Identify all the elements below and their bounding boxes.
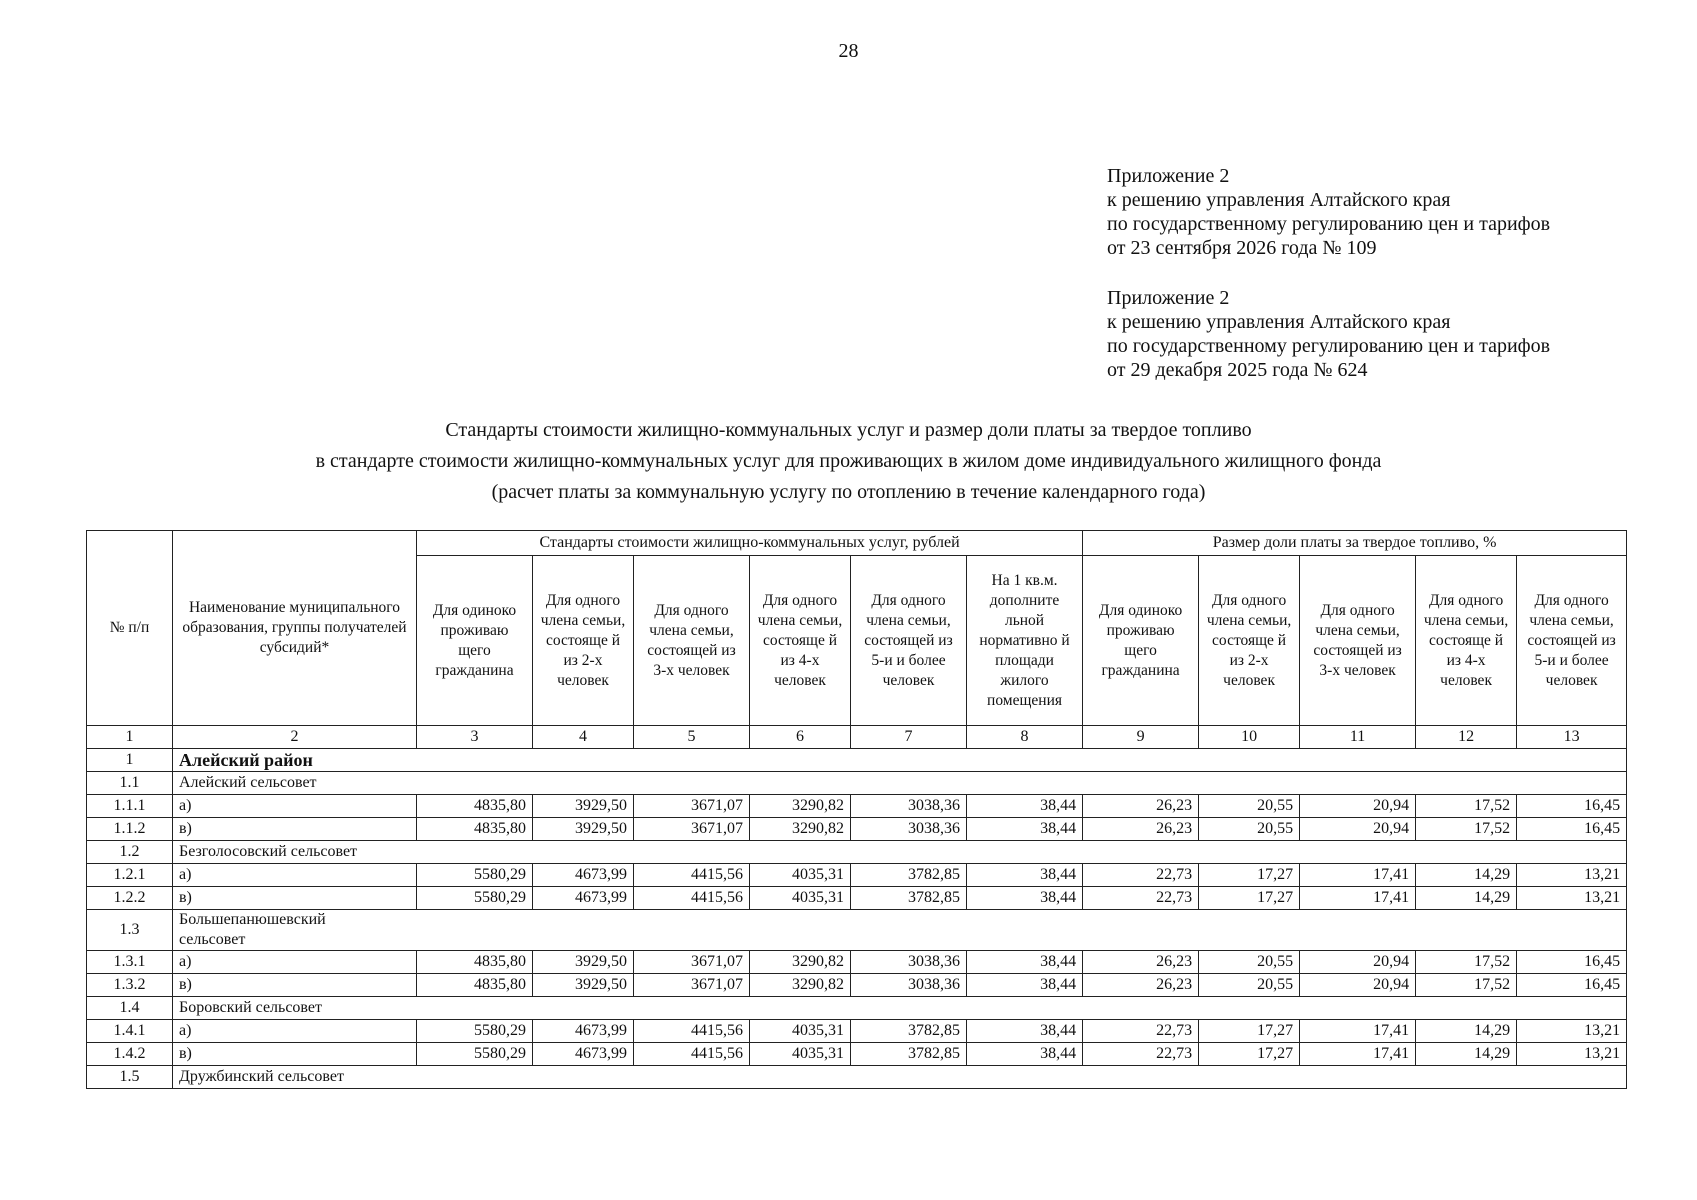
table-cell: 3290,82 bbox=[750, 951, 851, 974]
table-cell: 3929,50 bbox=[533, 951, 634, 974]
table-cell: 13,21 bbox=[1517, 1020, 1627, 1043]
group-name: а) bbox=[173, 1020, 417, 1043]
table-cell: 14,29 bbox=[1416, 1043, 1517, 1066]
table-cell: 4035,31 bbox=[750, 887, 851, 910]
table-cell: 4835,80 bbox=[417, 974, 533, 997]
table-cell: 3038,36 bbox=[851, 951, 967, 974]
appendix-previous-header bbox=[1107, 286, 1667, 382]
table-cell: 14,29 bbox=[1416, 864, 1517, 887]
header-num: № п/п bbox=[87, 531, 173, 726]
title-line: (расчет платы за коммунальную услугу по отоплению в течение календарного года) bbox=[491, 481, 1206, 503]
table-cell: 3290,82 bbox=[750, 795, 851, 818]
table-cell: 3671,07 bbox=[634, 951, 750, 974]
table-cell: 3038,36 bbox=[851, 974, 967, 997]
header-std-single: Для одиноко проживаю щего гражданина bbox=[417, 556, 533, 726]
column-number: 13 bbox=[1517, 726, 1627, 749]
table-cell: 17,41 bbox=[1300, 1020, 1416, 1043]
row-code: 1.1 bbox=[87, 772, 173, 795]
table-cell: 16,45 bbox=[1517, 951, 1627, 974]
group-name: а) bbox=[173, 951, 417, 974]
table-cell: 13,21 bbox=[1517, 1043, 1627, 1066]
table-row bbox=[87, 887, 1627, 910]
title-line: Стандарты стоимости жилищно-коммунальных услуг и размер доли платы за твердое топливо bbox=[445, 419, 1252, 441]
appendix-line: по государственному регулированию цен и тарифов bbox=[1107, 335, 1551, 357]
table-cell: 26,23 bbox=[1083, 818, 1199, 841]
group-name: в) bbox=[173, 818, 417, 841]
table-cell: 17,52 bbox=[1416, 974, 1517, 997]
table-cell: 17,41 bbox=[1300, 1043, 1416, 1066]
table-row bbox=[87, 974, 1627, 997]
row-code: 1.3.2 bbox=[87, 974, 173, 997]
row-code: 1.2.2 bbox=[87, 887, 173, 910]
column-number: 2 bbox=[173, 726, 417, 749]
row-code: 1.3.1 bbox=[87, 951, 173, 974]
row-code: 1.1.2 bbox=[87, 818, 173, 841]
table-cell: 38,44 bbox=[967, 864, 1083, 887]
table-cell: 14,29 bbox=[1416, 887, 1517, 910]
table-cell: 17,27 bbox=[1199, 887, 1300, 910]
appendix-date: от 23 сентября 2026 года № 109 bbox=[1107, 237, 1377, 259]
header-fuel-family-3: Для одного члена семьи, состоящей из 3-х человек bbox=[1300, 556, 1416, 726]
table-cell: 4415,56 bbox=[634, 887, 750, 910]
table-row bbox=[87, 795, 1627, 818]
table-cell: 17,52 bbox=[1416, 951, 1517, 974]
header-fuel-family-4: Для одного члена семьи, состояще й из 4-х человек bbox=[1416, 556, 1517, 726]
row-code: 1.4 bbox=[87, 997, 173, 1020]
row-code: 1.2.1 bbox=[87, 864, 173, 887]
appendix-title: Приложение 2 bbox=[1107, 287, 1230, 309]
settlement-name: Безголосовский сельсовет bbox=[173, 841, 1627, 864]
table-cell: 4835,80 bbox=[417, 818, 533, 841]
header-std-family-2: Для одного члена семьи, состояще й из 2-х человек bbox=[533, 556, 634, 726]
table-cell: 4835,80 bbox=[417, 951, 533, 974]
table-cell: 38,44 bbox=[967, 1043, 1083, 1066]
table-cell: 16,45 bbox=[1517, 818, 1627, 841]
row-code: 1.4.2 bbox=[87, 1043, 173, 1066]
table-cell: 20,55 bbox=[1199, 818, 1300, 841]
table-cell: 38,44 bbox=[967, 1020, 1083, 1043]
settlement-name: Большепанюшевский сельсовет bbox=[173, 910, 1627, 951]
table-cell: 4035,31 bbox=[750, 1020, 851, 1043]
section-row bbox=[87, 841, 1627, 864]
table-cell: 4673,99 bbox=[533, 1020, 634, 1043]
column-number-row bbox=[87, 726, 1627, 749]
row-code: 1.5 bbox=[87, 1066, 173, 1089]
table-cell: 16,45 bbox=[1517, 974, 1627, 997]
header-std-per-sqm: На 1 кв.м. дополните льной нормативно й площади жилого помещения bbox=[967, 556, 1083, 726]
table-cell: 3782,85 bbox=[851, 864, 967, 887]
document-title bbox=[0, 415, 1697, 508]
group-name: в) bbox=[173, 1043, 417, 1066]
column-number: 5 bbox=[634, 726, 750, 749]
table-cell: 3038,36 bbox=[851, 795, 967, 818]
table-cell: 38,44 bbox=[967, 887, 1083, 910]
table-body bbox=[87, 749, 1627, 1089]
table-cell: 17,52 bbox=[1416, 795, 1517, 818]
header-group-fuel: Размер доли платы за твердое топливо, % bbox=[1083, 531, 1627, 556]
table-cell: 38,44 bbox=[967, 795, 1083, 818]
table-cell: 20,55 bbox=[1199, 795, 1300, 818]
table-cell: 22,73 bbox=[1083, 864, 1199, 887]
table-row bbox=[87, 1043, 1627, 1066]
table-cell: 3929,50 bbox=[533, 974, 634, 997]
table-cell: 3782,85 bbox=[851, 1020, 967, 1043]
table-cell: 4035,31 bbox=[750, 1043, 851, 1066]
header-group-standards: Стандарты стоимости жилищно-коммунальных услуг, рублей bbox=[417, 531, 1083, 556]
table-cell: 26,23 bbox=[1083, 951, 1199, 974]
table-cell: 4415,56 bbox=[634, 1020, 750, 1043]
table-cell: 20,94 bbox=[1300, 818, 1416, 841]
header-std-family-5: Для одного члена семьи, состоящей из 5-и и более человек bbox=[851, 556, 967, 726]
column-number: 8 bbox=[967, 726, 1083, 749]
appendix-line: к решению управления Алтайского края bbox=[1107, 311, 1451, 333]
table-cell: 3929,50 bbox=[533, 795, 634, 818]
table-cell: 17,27 bbox=[1199, 864, 1300, 887]
column-number: 4 bbox=[533, 726, 634, 749]
table-cell: 3038,36 bbox=[851, 818, 967, 841]
header-fuel-family-5: Для одного члена семьи, состоящей из 5-и и более человек bbox=[1517, 556, 1627, 726]
header-name: Наименование муниципального образования, группы получателей субсидий* bbox=[173, 531, 417, 726]
table-cell: 38,44 bbox=[967, 974, 1083, 997]
header-fuel-single: Для одиноко проживаю щего гражданина bbox=[1083, 556, 1199, 726]
table-cell: 17,27 bbox=[1199, 1043, 1300, 1066]
table-cell: 3782,85 bbox=[851, 1043, 967, 1066]
appendix-date: от 29 декабря 2025 года № 624 bbox=[1107, 359, 1368, 381]
table-row bbox=[87, 951, 1627, 974]
column-number: 3 bbox=[417, 726, 533, 749]
appendix-current-header bbox=[1107, 164, 1667, 260]
table-cell: 4035,31 bbox=[750, 864, 851, 887]
table-cell: 3671,07 bbox=[634, 818, 750, 841]
table-cell: 17,41 bbox=[1300, 887, 1416, 910]
table-header bbox=[87, 531, 1627, 749]
appendix-line: к решению управления Алтайского края bbox=[1107, 189, 1451, 211]
row-code: 1.1.1 bbox=[87, 795, 173, 818]
appendix-line: по государственному регулированию цен и тарифов bbox=[1107, 213, 1551, 235]
table-cell: 20,94 bbox=[1300, 951, 1416, 974]
table-cell: 4835,80 bbox=[417, 795, 533, 818]
table-cell: 4673,99 bbox=[533, 1043, 634, 1066]
table-cell: 4673,99 bbox=[533, 864, 634, 887]
section-row bbox=[87, 1066, 1627, 1089]
header-fuel-family-2: Для одного члена семьи, состояще й из 2-х человек bbox=[1199, 556, 1300, 726]
settlement-name: Боровский сельсовет bbox=[173, 997, 1627, 1020]
column-number: 9 bbox=[1083, 726, 1199, 749]
column-number: 12 bbox=[1416, 726, 1517, 749]
table-cell: 22,73 bbox=[1083, 887, 1199, 910]
table-row bbox=[87, 864, 1627, 887]
table-row bbox=[87, 1020, 1627, 1043]
table-row bbox=[87, 818, 1627, 841]
table-cell: 20,94 bbox=[1300, 795, 1416, 818]
table-cell: 5580,29 bbox=[417, 887, 533, 910]
row-code: 1.4.1 bbox=[87, 1020, 173, 1043]
district-row bbox=[87, 749, 1627, 772]
table-cell: 20,55 bbox=[1199, 974, 1300, 997]
group-name: а) bbox=[173, 864, 417, 887]
tariff-table bbox=[86, 530, 1627, 1089]
table-cell: 3782,85 bbox=[851, 887, 967, 910]
table-cell: 3671,07 bbox=[634, 795, 750, 818]
row-code: 1 bbox=[87, 749, 173, 772]
settlement-name: Дружбинский сельсовет bbox=[173, 1066, 1627, 1089]
table-cell: 3290,82 bbox=[750, 974, 851, 997]
title-line: в стандарте стоимости жилищно-коммунальных услуг для проживающих в жилом доме индивидуального жилищного фонда bbox=[315, 450, 1382, 472]
row-code: 1.2 bbox=[87, 841, 173, 864]
table-cell: 14,29 bbox=[1416, 1020, 1517, 1043]
table-cell: 13,21 bbox=[1517, 887, 1627, 910]
table-cell: 17,41 bbox=[1300, 864, 1416, 887]
column-number: 7 bbox=[851, 726, 967, 749]
header-std-family-3: Для одного члена семьи, состоящей из 3-х человек bbox=[634, 556, 750, 726]
table-cell: 22,73 bbox=[1083, 1043, 1199, 1066]
table-cell: 5580,29 bbox=[417, 1043, 533, 1066]
district-name: Алейский район bbox=[173, 749, 1627, 772]
page-number: 28 bbox=[838, 40, 859, 62]
table-cell: 4673,99 bbox=[533, 887, 634, 910]
table-cell: 26,23 bbox=[1083, 974, 1199, 997]
header-std-family-4: Для одного члена семьи, состояще й из 4-х человек bbox=[750, 556, 851, 726]
column-number: 11 bbox=[1300, 726, 1416, 749]
table-cell: 4415,56 bbox=[634, 864, 750, 887]
settlement-name: Алейский сельсовет bbox=[173, 772, 1627, 795]
table-cell: 3671,07 bbox=[634, 974, 750, 997]
column-number: 1 bbox=[87, 726, 173, 749]
group-name: в) bbox=[173, 887, 417, 910]
table-cell: 38,44 bbox=[967, 818, 1083, 841]
table-cell: 20,94 bbox=[1300, 974, 1416, 997]
group-name: в) bbox=[173, 974, 417, 997]
table-cell: 20,55 bbox=[1199, 951, 1300, 974]
appendix-title: Приложение 2 bbox=[1107, 165, 1230, 187]
column-number: 10 bbox=[1199, 726, 1300, 749]
table-cell: 3290,82 bbox=[750, 818, 851, 841]
table-cell: 26,23 bbox=[1083, 795, 1199, 818]
group-name: а) bbox=[173, 795, 417, 818]
row-code: 1.3 bbox=[87, 910, 173, 951]
table-cell: 5580,29 bbox=[417, 1020, 533, 1043]
table-cell: 13,21 bbox=[1517, 864, 1627, 887]
column-number: 6 bbox=[750, 726, 851, 749]
table-cell: 5580,29 bbox=[417, 864, 533, 887]
section-row bbox=[87, 997, 1627, 1020]
table-cell: 16,45 bbox=[1517, 795, 1627, 818]
table-cell: 3929,50 bbox=[533, 818, 634, 841]
table-cell: 22,73 bbox=[1083, 1020, 1199, 1043]
table-cell: 38,44 bbox=[967, 951, 1083, 974]
section-row bbox=[87, 772, 1627, 795]
table-cell: 4415,56 bbox=[634, 1043, 750, 1066]
table-cell: 17,52 bbox=[1416, 818, 1517, 841]
table-cell: 17,27 bbox=[1199, 1020, 1300, 1043]
section-row bbox=[87, 910, 1627, 951]
